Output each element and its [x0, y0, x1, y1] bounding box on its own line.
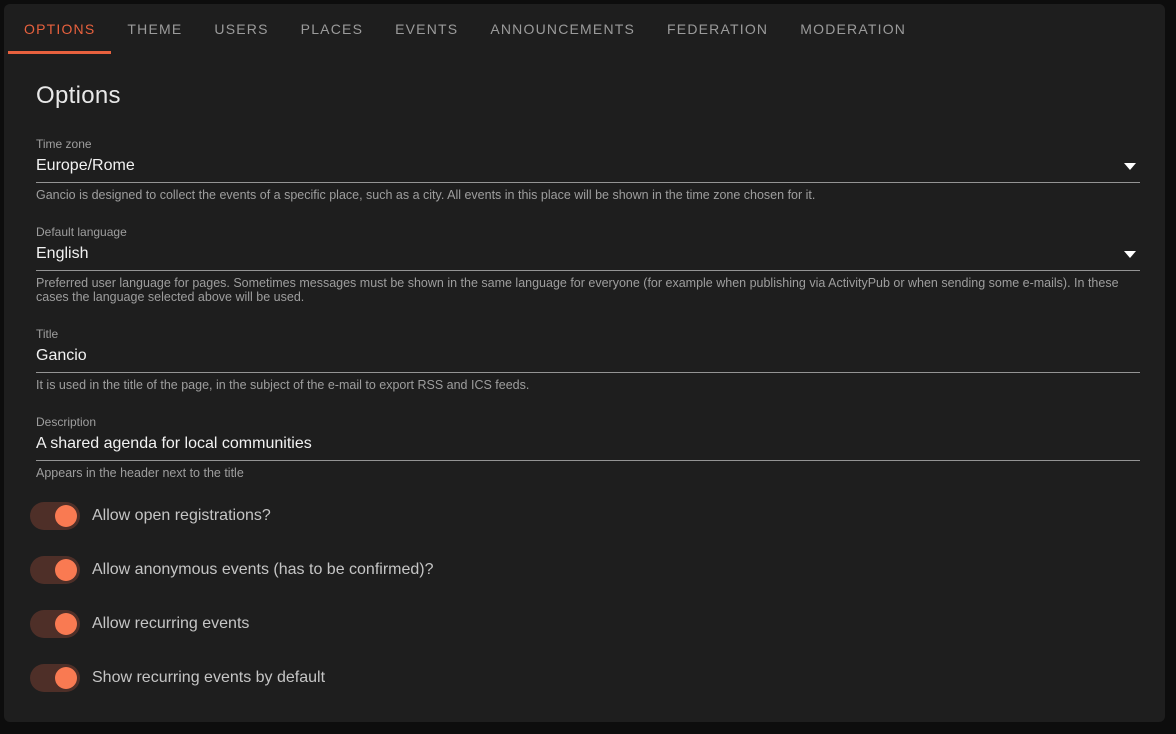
- open-registrations-label: Allow open registrations?: [92, 507, 271, 524]
- chevron-down-icon[interactable]: [1124, 251, 1136, 258]
- toggle-row-recurring-events: [30, 610, 1140, 638]
- anonymous-events-toggle[interactable]: [30, 556, 80, 584]
- description-input-wrap: [36, 430, 1140, 461]
- toggle-row-open-registrations: [30, 502, 1140, 530]
- description-label: Description: [36, 415, 97, 429]
- toggle-knob: [55, 667, 77, 689]
- tab-events[interactable]: EVENTS: [395, 21, 459, 37]
- toggle-row-anonymous-events: [30, 556, 1140, 584]
- toggle-knob: [55, 613, 77, 635]
- open-registrations-toggle[interactable]: [30, 502, 80, 530]
- language-selected-value: English: [36, 245, 89, 262]
- language-hint: Preferred user language for pages. Sometimes messages must be shown in the same language for everyone (for example when publishing via ActivityPub or when sending some e-mails). In these cases the language selected above will be used.: [36, 276, 1119, 304]
- toggle-settings: [36, 502, 1140, 692]
- title-field: [36, 326, 1140, 392]
- tab-places[interactable]: PLACES: [300, 21, 364, 37]
- admin-settings-card: [4, 4, 1165, 722]
- timezone-label: Time zone: [36, 137, 92, 151]
- description-field: [36, 414, 1140, 480]
- language-field: [36, 224, 1140, 304]
- tab-theme[interactable]: THEME: [127, 21, 183, 37]
- show-recurring-toggle[interactable]: [30, 664, 80, 692]
- recurring-events-label: Allow recurring events: [92, 615, 250, 632]
- anonymous-events-label: Allow anonymous events (has to be confirmed)?: [92, 561, 434, 578]
- page-title: Options: [36, 82, 121, 109]
- language-label: Default language: [36, 225, 127, 239]
- timezone-selected-value: Europe/Rome: [36, 157, 135, 174]
- tab-users[interactable]: USERS: [214, 21, 269, 37]
- description-hint: Appears in the header next to the title: [36, 466, 244, 480]
- title-label: Title: [36, 327, 59, 341]
- recurring-events-toggle[interactable]: [30, 610, 80, 638]
- title-input[interactable]: [36, 347, 1140, 365]
- tab-announcements[interactable]: ANNOUNCEMENTS: [490, 21, 636, 37]
- tab-federation[interactable]: FEDERATION: [667, 21, 769, 37]
- show-recurring-label: Show recurring events by default: [92, 669, 326, 686]
- title-hint: It is used in the title of the page, in the subject of the e-mail to export RSS and ICS feeds.: [36, 378, 530, 392]
- tab-options[interactable]: OPTIONS: [8, 4, 111, 54]
- language-select[interactable]: [36, 240, 1140, 271]
- title-input-wrap: [36, 342, 1140, 373]
- admin-tabs: [4, 4, 1165, 54]
- tab-moderation[interactable]: MODERATION: [800, 21, 907, 37]
- timezone-hint: Gancio is designed to collect the events of a specific place, such as a city. All events in this place will be shown in the time zone chosen for it.: [36, 188, 816, 202]
- toggle-row-show-recurring: [30, 664, 1140, 692]
- options-panel: [4, 54, 1165, 692]
- toggle-knob: [55, 559, 77, 581]
- timezone-select[interactable]: [36, 152, 1140, 183]
- description-input[interactable]: [36, 435, 1140, 453]
- chevron-down-icon[interactable]: [1124, 163, 1136, 170]
- toggle-knob: [55, 505, 77, 527]
- timezone-field: [36, 136, 1140, 202]
